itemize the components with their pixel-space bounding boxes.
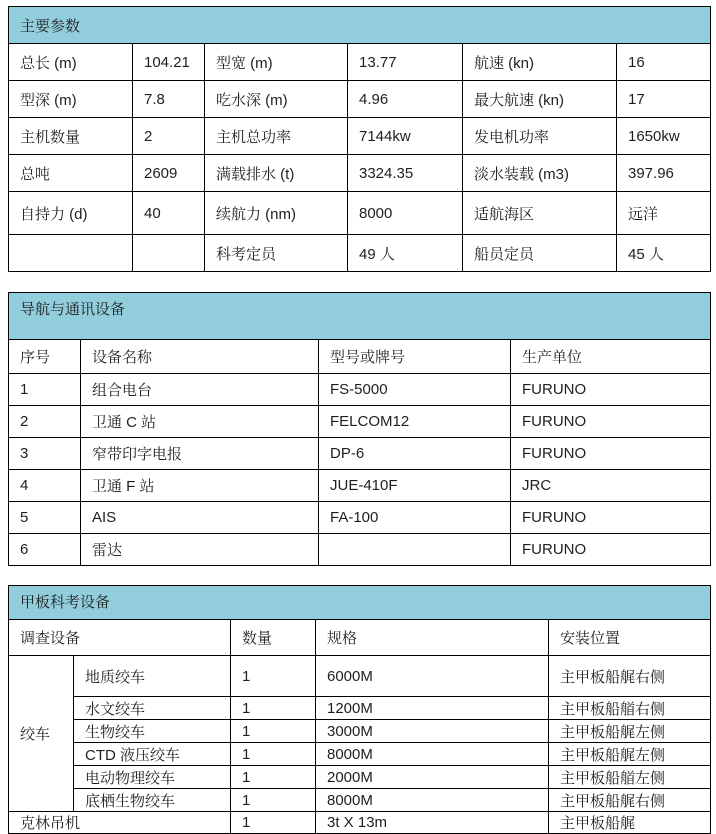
serial-cell: 5 bbox=[9, 502, 81, 534]
param-label-cell: 自持力 (d) bbox=[9, 192, 133, 235]
equipment-name-cell: 克林吊机 bbox=[9, 812, 231, 834]
table-title: 导航与通讯设备 bbox=[9, 293, 711, 340]
manufacturer-cell: FURUNO bbox=[511, 438, 711, 470]
deck-equipment-table bbox=[8, 585, 711, 834]
spec-cell: 2000M bbox=[316, 766, 549, 789]
param-label-cell: 满载排水 (t) bbox=[205, 155, 348, 192]
table-row bbox=[9, 812, 711, 834]
location-cell: 主甲板船艏左侧 bbox=[549, 766, 711, 789]
column-header: 序号 bbox=[9, 340, 81, 374]
param-value-cell: 2609 bbox=[133, 155, 205, 192]
table-row bbox=[9, 766, 711, 789]
param-value-cell: 40 bbox=[133, 192, 205, 235]
manufacturer-cell: FURUNO bbox=[511, 502, 711, 534]
param-value-cell: 13.77 bbox=[348, 44, 463, 81]
column-header: 型号或牌号 bbox=[319, 340, 511, 374]
main-parameters-table bbox=[8, 6, 711, 272]
param-value-cell: 49 人 bbox=[348, 235, 463, 272]
location-cell: 主甲板船艉右侧 bbox=[549, 789, 711, 812]
table-row bbox=[9, 502, 711, 534]
equipment-name-cell: 地质绞车 bbox=[74, 656, 231, 697]
param-label-cell: 航速 (kn) bbox=[463, 44, 617, 81]
spec-cell: 3000M bbox=[316, 720, 549, 743]
table-row bbox=[9, 81, 711, 118]
param-label-cell bbox=[9, 235, 133, 272]
table-title-row bbox=[9, 293, 711, 340]
table-row bbox=[9, 720, 711, 743]
table-row bbox=[9, 743, 711, 766]
table-header-row bbox=[9, 620, 711, 656]
winch-group-cell: 绞车 bbox=[9, 656, 74, 812]
table-title: 主要参数 bbox=[9, 7, 711, 44]
column-header: 设备名称 bbox=[81, 340, 319, 374]
quantity-cell: 1 bbox=[231, 720, 316, 743]
location-cell: 主甲板船艉左侧 bbox=[549, 743, 711, 766]
model-cell: DP-6 bbox=[319, 438, 511, 470]
model-cell: JUE-410F bbox=[319, 470, 511, 502]
quantity-cell: 1 bbox=[231, 743, 316, 766]
equipment-name-cell: 卫通 F 站 bbox=[81, 470, 319, 502]
spec-cell: 1200M bbox=[316, 697, 549, 720]
model-cell: FA-100 bbox=[319, 502, 511, 534]
equipment-name-cell: 卫通 C 站 bbox=[81, 406, 319, 438]
table-row bbox=[9, 470, 711, 502]
param-value-cell: 17 bbox=[617, 81, 711, 118]
table-row bbox=[9, 118, 711, 155]
table-row bbox=[9, 656, 711, 697]
serial-cell: 6 bbox=[9, 534, 81, 566]
spec-cell: 8000M bbox=[316, 789, 549, 812]
param-value-cell: 45 人 bbox=[617, 235, 711, 272]
quantity-cell: 1 bbox=[231, 789, 316, 812]
equipment-name-cell: 生物绞车 bbox=[74, 720, 231, 743]
param-value-cell: 1650kw bbox=[617, 118, 711, 155]
param-value-cell: 104.21 bbox=[133, 44, 205, 81]
location-cell: 主甲板船艉右侧 bbox=[549, 656, 711, 697]
spec-cell: 3t X 13m bbox=[316, 812, 549, 834]
equipment-name-cell: 电动物理绞车 bbox=[74, 766, 231, 789]
param-value-cell: 3324.35 bbox=[348, 155, 463, 192]
model-cell bbox=[319, 534, 511, 566]
equipment-name-cell: 水文绞车 bbox=[74, 697, 231, 720]
param-label-cell: 发电机功率 bbox=[463, 118, 617, 155]
spec-cell: 8000M bbox=[316, 743, 549, 766]
param-label-cell: 续航力 (nm) bbox=[205, 192, 348, 235]
param-label-cell: 型宽 (m) bbox=[205, 44, 348, 81]
location-cell: 主甲板船艉 bbox=[549, 812, 711, 834]
model-cell: FELCOM12 bbox=[319, 406, 511, 438]
manufacturer-cell: FURUNO bbox=[511, 374, 711, 406]
serial-cell: 1 bbox=[9, 374, 81, 406]
param-label-cell: 主机总功率 bbox=[205, 118, 348, 155]
param-value-cell: 8000 bbox=[348, 192, 463, 235]
param-value-cell: 7.8 bbox=[133, 81, 205, 118]
table-title: 甲板科考设备 bbox=[9, 586, 711, 620]
table-title-row bbox=[9, 7, 711, 44]
param-value-cell bbox=[133, 235, 205, 272]
equipment-name-cell: CTD 液压绞车 bbox=[74, 743, 231, 766]
table-row bbox=[9, 155, 711, 192]
param-label-cell: 吃水深 (m) bbox=[205, 81, 348, 118]
column-header: 生产单位 bbox=[511, 340, 711, 374]
param-label-cell: 适航海区 bbox=[463, 192, 617, 235]
column-header: 安装位置 bbox=[549, 620, 711, 656]
table-row bbox=[9, 534, 711, 566]
table-row bbox=[9, 192, 711, 235]
table-title-row bbox=[9, 586, 711, 620]
param-value-cell: 4.96 bbox=[348, 81, 463, 118]
table-row bbox=[9, 697, 711, 720]
param-label-cell: 船员定员 bbox=[463, 235, 617, 272]
table-row bbox=[9, 235, 711, 272]
location-cell: 主甲板船艏右侧 bbox=[549, 697, 711, 720]
manufacturer-cell: FURUNO bbox=[511, 406, 711, 438]
equipment-name-cell: 组合电台 bbox=[81, 374, 319, 406]
spec-cell: 6000M bbox=[316, 656, 549, 697]
table-row bbox=[9, 44, 711, 81]
table-row bbox=[9, 374, 711, 406]
model-cell: FS-5000 bbox=[319, 374, 511, 406]
equipment-name-cell: AIS bbox=[81, 502, 319, 534]
param-label-cell: 淡水装载 (m3) bbox=[463, 155, 617, 192]
param-label-cell: 主机数量 bbox=[9, 118, 133, 155]
manufacturer-cell: JRC bbox=[511, 470, 711, 502]
nav-comm-equipment-table bbox=[8, 292, 711, 566]
column-header: 数量 bbox=[231, 620, 316, 656]
param-value-cell: 2 bbox=[133, 118, 205, 155]
quantity-cell: 1 bbox=[231, 656, 316, 697]
column-header: 规格 bbox=[316, 620, 549, 656]
equipment-name-cell: 雷达 bbox=[81, 534, 319, 566]
param-value-cell: 7144kw bbox=[348, 118, 463, 155]
table-row bbox=[9, 438, 711, 470]
param-value-cell: 397.96 bbox=[617, 155, 711, 192]
serial-cell: 3 bbox=[9, 438, 81, 470]
table-row bbox=[9, 406, 711, 438]
quantity-cell: 1 bbox=[231, 812, 316, 834]
serial-cell: 2 bbox=[9, 406, 81, 438]
quantity-cell: 1 bbox=[231, 766, 316, 789]
quantity-cell: 1 bbox=[231, 697, 316, 720]
param-value-cell: 远洋 bbox=[617, 192, 711, 235]
param-value-cell: 16 bbox=[617, 44, 711, 81]
column-header: 调查设备 bbox=[9, 620, 231, 656]
param-label-cell: 最大航速 (kn) bbox=[463, 81, 617, 118]
serial-cell: 4 bbox=[9, 470, 81, 502]
location-cell: 主甲板船艉左侧 bbox=[549, 720, 711, 743]
table-header-row bbox=[9, 340, 711, 374]
param-label-cell: 总吨 bbox=[9, 155, 133, 192]
param-label-cell: 总长 (m) bbox=[9, 44, 133, 81]
equipment-name-cell: 窄带印字电报 bbox=[81, 438, 319, 470]
table-row bbox=[9, 789, 711, 812]
param-label-cell: 科考定员 bbox=[205, 235, 348, 272]
equipment-name-cell: 底栖生物绞车 bbox=[74, 789, 231, 812]
manufacturer-cell: FURUNO bbox=[511, 534, 711, 566]
param-label-cell: 型深 (m) bbox=[9, 81, 133, 118]
